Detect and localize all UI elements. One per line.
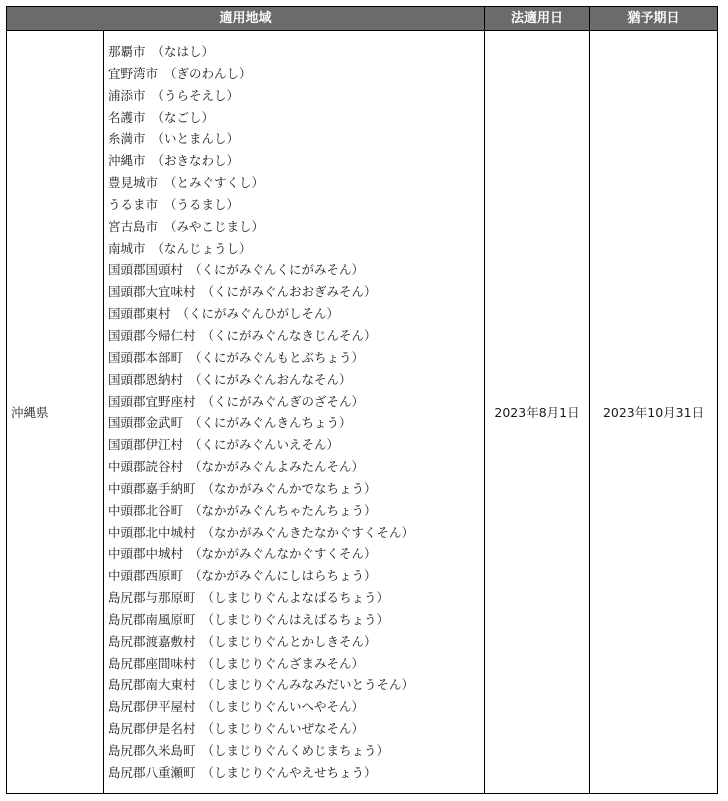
municipality-name: 島尻郡八重瀬町 (108, 764, 196, 780)
municipality-name: 糸満市 (108, 131, 146, 147)
municipality-reading: （くにがみぐんひがしそん） (176, 306, 340, 322)
list-item (108, 565, 484, 587)
municipality-reading: （いとまんし） (151, 131, 240, 147)
municipality-reading: （しまじりぐんいぜなそん） (201, 721, 365, 737)
header-effective-date: 法適用日 (485, 7, 590, 31)
list-item (108, 674, 484, 696)
list-item (108, 456, 484, 478)
municipality-reading: （みやこじまし） (164, 218, 265, 234)
municipality-reading: （なかがみぐんかでなちょう） (201, 480, 377, 496)
list-item (108, 762, 484, 784)
list-item (108, 238, 484, 260)
municipality-reading: （しまじりぐんみなみだいとうそん） (201, 677, 415, 693)
list-item (108, 216, 484, 238)
municipality-reading: （くにがみぐんおんなそん） (189, 371, 352, 387)
municipality-reading: （うるまし） (164, 196, 240, 212)
list-item (108, 107, 484, 129)
municipality-list (108, 41, 484, 784)
effective-date-cell: 2023年8月1日 (485, 31, 590, 794)
municipality-name: 中頭郡嘉手納町 (108, 480, 196, 496)
list-item (108, 63, 484, 85)
municipality-name: 宜野湾市 (108, 65, 159, 81)
grace-end-cell: 2023年10月31日 (590, 31, 718, 794)
municipality-reading: （くにがみぐんいえそん） (189, 437, 340, 453)
list-item (108, 347, 484, 369)
header-region: 適用地域 (7, 7, 485, 31)
list-item (108, 434, 484, 456)
municipality-reading: （くにがみぐんもとぶちょう） (189, 349, 365, 365)
list-item (108, 172, 484, 194)
municipality-name: 島尻郡伊是名村 (108, 721, 196, 737)
municipality-name: 那覇市 (108, 44, 146, 59)
municipality-reading: （なかがみぐんにしはらちょう） (189, 568, 377, 584)
municipality-reading: （なはし） (151, 44, 215, 59)
list-item (108, 150, 484, 172)
municipality-reading: （なかがみぐんなかぐすくそん） (189, 546, 377, 562)
municipality-name: 島尻郡久米島町 (108, 743, 196, 758)
list-item (108, 369, 484, 391)
municipality-name: 島尻郡渡嘉敷村 (108, 633, 196, 649)
municipality-reading: （くにがみぐんくにがみそん） (189, 262, 365, 278)
list-item (108, 303, 484, 325)
municipality-name: 中頭郡中城村 (108, 546, 184, 562)
municipality-name: 国頭郡金武町 (108, 415, 184, 431)
municipality-name: 宮古島市 (108, 218, 159, 234)
municipality-name: 浦添市 (108, 87, 146, 103)
list-item (108, 412, 484, 434)
municipality-name: 中頭郡北中城村 (108, 524, 196, 540)
municipality-name: 国頭郡大宜味村 (108, 284, 196, 300)
municipality-name: 名護市 (108, 109, 146, 125)
list-item (108, 85, 484, 107)
municipality-reading: （なかがみぐんちゃたんちょう） (189, 502, 377, 518)
list-item (108, 587, 484, 609)
municipality-name: 国頭郡恩納村 (108, 371, 184, 387)
list-item (108, 543, 484, 565)
municipality-name: 豊見城市 (108, 175, 159, 191)
municipality-name: 国頭郡国頭村 (108, 262, 184, 278)
list-item (108, 194, 484, 216)
list-item (108, 41, 484, 63)
list-item (108, 631, 484, 653)
table-row (7, 31, 718, 794)
municipality-reading: （くにがみぐんぎのざそん） (201, 393, 365, 409)
list-item (108, 653, 484, 675)
municipality-reading: （しまじりぐんざまみそん） (201, 655, 365, 671)
municipality-reading: （しまじりぐんやえせちょう） (201, 764, 377, 780)
municipality-reading: （くにがみぐんきんちょう） (189, 415, 352, 431)
municipality-reading: （しまじりぐんはえばるちょう） (201, 611, 390, 627)
list-item (108, 740, 484, 762)
municipality-name: 南城市 (108, 240, 146, 256)
municipality-reading: （ぎのわんし） (164, 65, 252, 81)
list-item (108, 478, 484, 500)
municipality-name: 島尻郡南大東村 (108, 677, 196, 693)
list-item (108, 391, 484, 413)
municipality-name: 沖縄市 (108, 153, 146, 169)
municipality-name: 国頭郡伊江村 (108, 437, 184, 453)
municipality-reading: （なかがみぐんきたなかぐすくそん） (201, 524, 415, 540)
municipality-name: 島尻郡南風原町 (108, 611, 196, 627)
municipality-name: うるま市 (108, 196, 159, 212)
list-item (108, 500, 484, 522)
municipality-name: 中頭郡読谷村 (108, 459, 184, 475)
municipality-name: 島尻郡与那原町 (108, 590, 196, 606)
header-grace-end: 猶予期日 (590, 7, 718, 31)
list-item (108, 718, 484, 740)
municipality-reading: （しまじりぐんくめじまちょう） (201, 743, 390, 758)
municipalities-cell (104, 31, 485, 794)
list-item (108, 325, 484, 347)
header-row (7, 7, 718, 31)
municipality-reading: （おきなわし） (151, 153, 240, 169)
municipality-name: 国頭郡今帰仁村 (108, 327, 196, 343)
municipality-reading: （しまじりぐんいへやそん） (201, 699, 365, 715)
municipality-name: 国頭郡本部町 (108, 349, 184, 365)
list-item (108, 609, 484, 631)
municipality-reading: （なんじょうし） (151, 240, 252, 256)
municipality-name: 国頭郡宜野座村 (108, 393, 196, 409)
municipality-name: 島尻郡座間味村 (108, 655, 196, 671)
municipality-reading: （しまじりぐんとかしきそん） (201, 633, 377, 649)
municipality-reading: （うらそえし） (151, 87, 240, 103)
municipality-reading: （なかがみぐんよみたんそん） (189, 459, 365, 475)
municipality-name: 島尻郡伊平屋村 (108, 699, 196, 715)
list-item (108, 281, 484, 303)
municipality-reading: （くにがみぐんおおぎみそん） (201, 284, 377, 300)
list-item (108, 128, 484, 150)
prefecture-cell: 沖縄県 (7, 31, 104, 794)
municipality-name: 中頭郡西原町 (108, 568, 184, 584)
municipality-reading: （しまじりぐんよなばるちょう） (201, 590, 390, 606)
list-item (108, 522, 484, 544)
municipality-name: 国頭郡東村 (108, 306, 171, 322)
municipality-reading: （とみぐすくし） (164, 175, 265, 191)
municipality-name: 中頭郡北谷町 (108, 502, 184, 518)
municipality-reading: （なごし） (151, 109, 215, 125)
list-item (108, 696, 484, 718)
region-table (6, 6, 718, 794)
list-item (108, 259, 484, 281)
municipality-reading: （くにがみぐんなきじんそん） (201, 327, 377, 343)
